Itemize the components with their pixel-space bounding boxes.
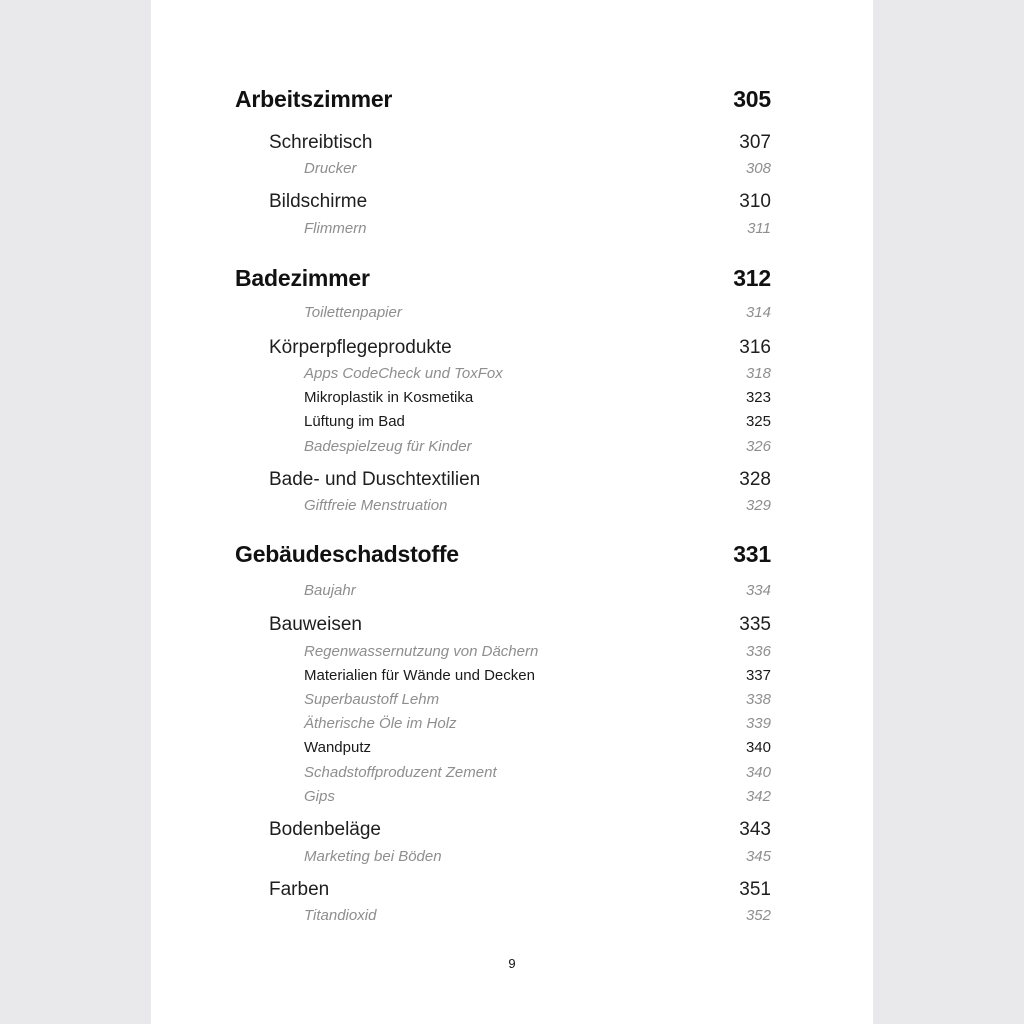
toc-title: Lüftung im Bad [304, 413, 405, 430]
toc-title: Ätherische Öle im Holz [304, 715, 457, 732]
toc-title: Titandioxid [304, 907, 377, 924]
toc-page: 343 [739, 819, 771, 840]
toc-page: 325 [745, 413, 771, 430]
toc-subentry [235, 739, 771, 756]
toc-title: Gebäudeschadstoffe [235, 541, 459, 567]
toc-section-entry [235, 614, 771, 636]
toc-title: Bildschirme [269, 191, 368, 212]
toc-subentry [235, 160, 771, 177]
toc-subentry [235, 497, 771, 514]
toc-title: Materialien für Wände und Decken [304, 667, 535, 684]
toc-subentry [235, 907, 771, 924]
toc-title: Bauweisen [269, 614, 362, 635]
toc-page: 312 [733, 265, 771, 291]
toc-title: Flimmern [304, 220, 367, 237]
toc-title: Toilettenpapier [304, 304, 402, 321]
toc-subentry [235, 643, 771, 660]
toc-section-entry [235, 819, 771, 841]
toc-page: 323 [745, 389, 771, 406]
toc-page: 314 [745, 304, 771, 321]
toc-page: 351 [739, 879, 771, 900]
toc-title: Marketing bei Böden [304, 848, 442, 865]
toc-title: Drucker [304, 160, 357, 177]
toc-section-entry [235, 191, 771, 213]
toc-page: 352 [745, 907, 771, 924]
toc-page: 308 [745, 160, 771, 177]
toc-page: 326 [745, 438, 771, 455]
toc-title: Giftfreie Menstruation [304, 497, 448, 514]
toc-page: 338 [745, 691, 771, 708]
toc-subentry [235, 715, 771, 732]
toc-page: 307 [739, 132, 771, 153]
toc-title: Farben [269, 879, 330, 900]
toc-section-entry [235, 337, 771, 359]
toc-page: 342 [745, 788, 771, 805]
toc-page: 331 [733, 541, 771, 567]
toc-page: 337 [745, 667, 771, 684]
toc-subentry [235, 304, 771, 321]
toc-subentry [235, 389, 771, 406]
toc-subentry [235, 764, 771, 781]
toc-title: Arbeitszimmer [235, 86, 393, 112]
toc-page: 318 [745, 365, 771, 382]
toc-section-entry [235, 469, 771, 491]
toc-page: 334 [745, 582, 771, 599]
toc-title: Bade- und Duschtextilien [269, 469, 481, 490]
toc-title: Wandputz [304, 739, 371, 756]
toc-subentry [235, 438, 771, 455]
toc-subentry [235, 413, 771, 430]
toc-subentry [235, 848, 771, 865]
toc-title: Regenwassernutzung von Dächern [304, 643, 539, 660]
toc-title: Gips [304, 788, 335, 805]
toc-chapter-entry [235, 86, 771, 113]
toc-title: Baujahr [304, 582, 356, 599]
toc-subentry [235, 365, 771, 382]
toc-title: Badespielzeug für Kinder [304, 438, 472, 455]
toc-page: 336 [745, 643, 771, 660]
toc-subentry [235, 582, 771, 599]
toc-page: 340 [745, 764, 771, 781]
toc-chapter-entry [235, 265, 771, 292]
toc-title: Badezimmer [235, 265, 370, 291]
toc-page: 329 [745, 497, 771, 514]
toc-title: Körperpflegeprodukte [269, 337, 452, 358]
toc-page: 335 [739, 614, 771, 635]
toc-page: 311 [747, 220, 771, 237]
toc-page: 310 [739, 191, 771, 212]
toc-title: Superbaustoff Lehm [304, 691, 440, 708]
page-number: 9 [508, 956, 516, 971]
toc-subentry [235, 667, 771, 684]
toc-title: Apps CodeCheck und ToxFox [304, 365, 503, 382]
toc-page: 305 [733, 86, 771, 112]
toc-page: 316 [739, 337, 771, 358]
toc-subentry [235, 691, 771, 708]
toc-title: Mikroplastik in Kosmetika [304, 389, 474, 406]
toc-page: 339 [745, 715, 771, 732]
toc-title: Schreibtisch [269, 132, 373, 153]
toc-title: Bodenbeläge [269, 819, 381, 840]
book-page [151, 0, 873, 1024]
toc-chapter-entry [235, 541, 771, 568]
toc-section-entry [235, 879, 771, 901]
toc-subentry [235, 220, 771, 237]
toc-page: 345 [745, 848, 771, 865]
toc-page: 328 [739, 469, 771, 490]
toc-page: 340 [745, 739, 771, 756]
toc-title: Schadstoffproduzent Zement [304, 764, 497, 781]
toc-section-entry [235, 132, 771, 154]
toc-subentry [235, 788, 771, 805]
